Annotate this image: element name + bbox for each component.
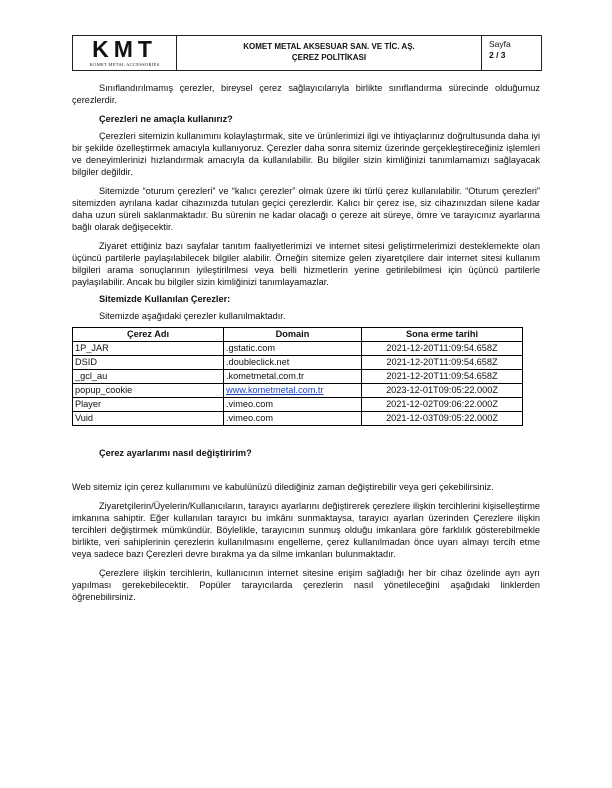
cookie-expiry: 2021-12-20T11:09:54.658Z (362, 370, 523, 384)
cookie-domain: .vimeo.com (224, 412, 362, 426)
document-header (72, 35, 542, 71)
table-header-row (73, 328, 523, 342)
paragraph-cookie-types: Sitemizde “oturum çerezleri” ve “kalıcı çerezler” olmak üzere iki türlü çerez kullanılabilir. “Oturum çerezleri” sitemizden ayrılana kadar cihazınızda tutulan geçici çerezlerdir. Kalıcı bir çerez ise, siz cihazınızdan silene kadar daha uzun süreli saklanmaktadır. Bu sürenin ne kadar olacağı o çereze ait süreye, ömre ve tarayıcınız ayarlarına bağlı olarak değişecektir. (72, 186, 540, 232)
paragraph-purpose: Çerezleri sitemizin kullanımını kolaylaştırmak, site ve ürünlerimizi ilgi ve ihtiyaçlarınız doğrultusunda daha iyi bir şekilde özelleştirmek amacıyla kullanıyoruz. Çerezler daha sonra sitemiz üzerinde gerçekleştireceğiniz işlemleri ve deneyimlerinizi hızlandırmak amacıyla da kullanılabilir. Bu bilgiler sizin kimliğinizi tanımlamamızı sağlayacak bilgiler değildir. (72, 131, 540, 177)
header-title-block (177, 36, 482, 70)
table-row (73, 342, 523, 356)
cookie-name: Player (73, 398, 224, 412)
cookie-name: DSID (73, 356, 224, 370)
table-row (73, 384, 523, 398)
cookie-expiry: 2021-12-20T11:09:54.658Z (362, 342, 523, 356)
heading-change-settings: Çerez ayarlarımı nasıl değiştiririm? (99, 448, 252, 458)
document-title: ÇEREZ POLİTİKASI (291, 53, 367, 62)
cookie-domain: .vimeo.com (224, 398, 362, 412)
logo-subtitle: KOMET METAL ACCESSORIES (89, 62, 160, 67)
cookie-name: _gcl_au (73, 370, 224, 384)
company-logo (73, 36, 177, 70)
column-header: Domain (224, 328, 362, 342)
cookie-domain: .doubleclick.net (224, 356, 362, 370)
paragraph-browser-settings: Ziyaretçilerin/Üyelerin/Kullanıcıların, tarayıcı ayarlarını değiştirerek çerezlere ilişkin tercihlerini kişiselleştirme imkanına sahiptir. Eğer kullanılan tarayıcı bu imkânı sunmaktaysa, tarayıcı ayarları üzerinden Çerezlere ilişkin tercihleri değiştirmek mümkündür. Böylelikle, tarayıcının sunmuş olduğu imkanlara göre farklılık gösterebilmekle birlikte, veri sahiplerinin çerezlerin kullanılmasını engelleme, çerez kullanılmadan önce uyarı almayı tercih etme veya sadece bazı Çerezleri devre bırakma ya da silme imkanları bulunmaktadır. (72, 501, 540, 559)
cookie-expiry: 2023-12-01T09:05:22.000Z (362, 384, 523, 398)
cookie-domain: .gstatic.com (224, 342, 362, 356)
cookie-table (72, 327, 523, 426)
paragraph-device-preferences: Çerezlere ilişkin tercihlerin, kullanıcının internet sitesine erişim sağladığı her bir cihaz özelinde ayrı ayrı yapılması gerekebilecektir. Popüler tarayıcılarda çerezlerin nasıl yönetileceğini aşağıdaki linklerden öğrenebilirsiniz. (72, 568, 540, 602)
column-header: Sona erme tarihi (362, 328, 523, 342)
page-indicator (482, 36, 541, 70)
page-label: Sayfa (489, 39, 511, 49)
logo-text: KMT (92, 36, 157, 62)
document-body (72, 82, 540, 603)
heading-purpose: Çerezleri ne amaçla kullanırız? (99, 114, 233, 124)
paragraph-withdraw: Web sitemiz için çerez kullanımını ve kabulünüzü dilediğiniz zaman değiştirebilir veya geri çekebilirsiniz. (72, 482, 494, 492)
cookie-name: Vuid (73, 412, 224, 426)
company-name: KOMET METAL AKSESUAR SAN. VE TİC. AŞ. (243, 42, 415, 51)
column-header: Çerez Adı (73, 328, 224, 342)
domain-link[interactable]: www.kometmetal.com.tr (226, 385, 324, 395)
table-row (73, 398, 523, 412)
cookie-domain (224, 384, 362, 398)
table-row (73, 412, 523, 426)
paragraph-third-parties: Ziyaret ettiğiniz bazı sayfalar tanıtım faaliyetlerimizi ve internet sitesi geliştirmelerimizi desteklemekte olan üçüncü partilerle paylaşılabilecek bilgiler alabilir. Örneğin sitemize gelen ziyaretçilere dair internet sitesi kullanım bilgileri arama sonuçlarının iyileştirilmesi veya belli hizmetlerin yerine getirilebilmesi için üçüncü partilerle paylaşılabilir. Ancak bu bilgiler sizin kimliğinizi tanımlayamazlar. (72, 241, 540, 287)
cookie-name: popup_cookie (73, 384, 224, 398)
cookie-name: 1P_JAR (73, 342, 224, 356)
cookie-expiry: 2021-12-03T09:05:22.000Z (362, 412, 523, 426)
cookie-domain: .kometmetal.com.tr (224, 370, 362, 384)
heading-cookies-used: Sitemizde Kullanılan Çerezler: (99, 294, 231, 304)
cookie-expiry: 2021-12-02T09:06:22.000Z (362, 398, 523, 412)
cookie-expiry: 2021-12-20T11:09:54.658Z (362, 356, 523, 370)
table-row (73, 370, 523, 384)
paragraph-unclassified: Sınıflandırılmamış çerezler, bireysel çerez sağlayıcılarıyla birlikte sınıflandırma sürecinde olduğumuz çerezlerdir. (72, 83, 540, 105)
page-number: 2 / 3 (489, 50, 506, 60)
table-row (73, 356, 523, 370)
paragraph-cookies-used: Sitemizde aşağıdaki çerezler kullanılmaktadır. (99, 311, 286, 321)
